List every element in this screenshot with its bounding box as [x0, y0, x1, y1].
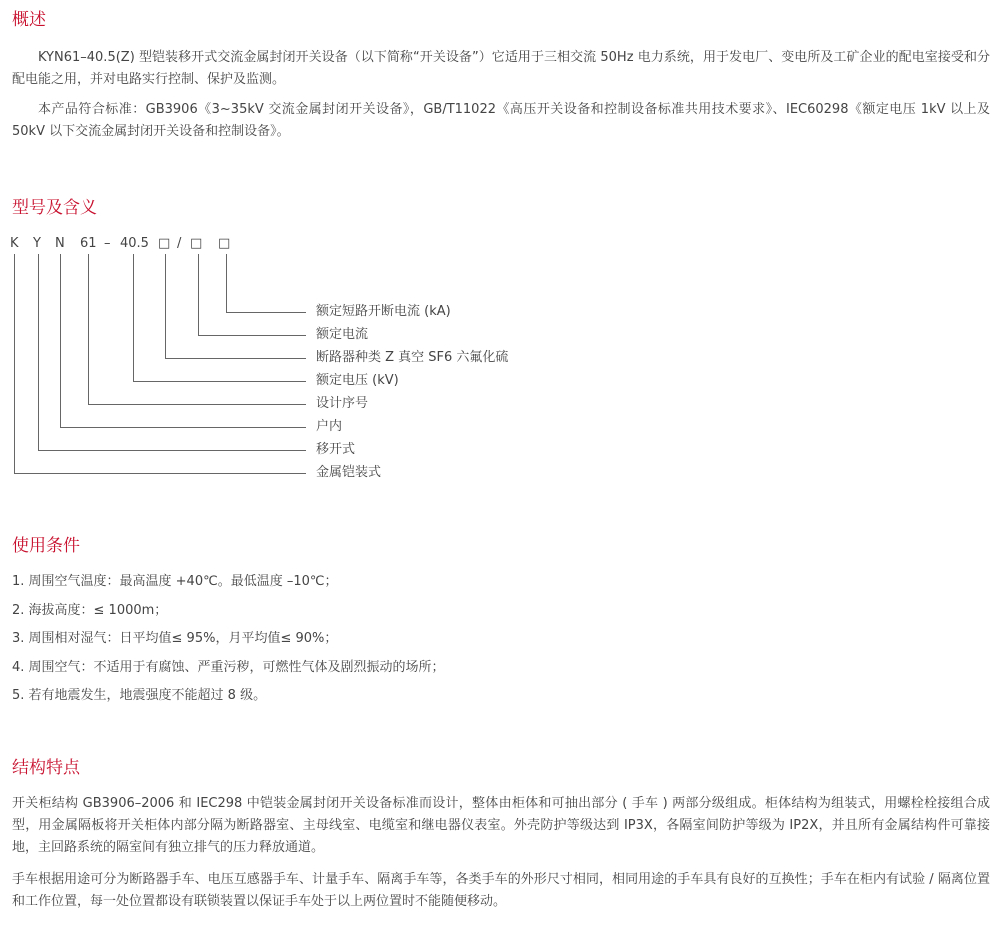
model-code-short-circuit-box: □: [218, 236, 231, 251]
connector-indoor: [61, 254, 307, 428]
connector-rated-current: [199, 254, 307, 336]
label-rated-current: 额定电流: [316, 327, 369, 342]
connector-withdrawable: [39, 254, 307, 451]
overview-paragraph-1: KYN61–40.5(Z) 型铠装移开式交流金属封闭开关设备（以下简称“开关设备”）它适用于三相交流 50Hz 电力系统，用于发电厂、变电所及工矿企业的配电室接受和分配电能之用，并对电路实行控制、保护及监测。: [12, 50, 990, 87]
structure-paragraph-2: 手车根据用途可分为断路器手车、电压互感器手车、计量手车、隔离手车等，各类手车的外形尺寸相同，相同用途的手车具有良好的互换性；手车在柜内有试验 / 隔离位置和工作位置，每一处位置都设有联锁装置以保证手车处于以上两位置时不能随便移动。: [12, 872, 990, 909]
conditions-item-earthquake: 5. 若有地震发生，地震强度不能超过 8 级。: [12, 688, 267, 703]
label-short-circuit-current: 额定短路开断电流 (kA): [316, 304, 451, 319]
connector-short-circuit-current: [227, 254, 307, 313]
model-title: 型号及含义: [12, 198, 97, 218]
model-code-slash: /: [177, 236, 182, 251]
label-metal-armored: 金属铠装式: [316, 465, 382, 480]
model-code-y: Y: [33, 236, 41, 251]
model-code-dash: –: [104, 236, 111, 251]
label-withdrawable: 移开式: [316, 442, 356, 457]
label-indoor: 户内: [316, 419, 343, 434]
conditions-item-humidity: 3. 周围相对湿气：日平均值≤ 95%，月平均值≤ 90%；: [12, 631, 338, 646]
model-code-k: K: [10, 236, 19, 251]
model-code-n: N: [55, 236, 65, 251]
model-code-voltage: 40.5: [120, 236, 149, 251]
label-rated-voltage: 额定电压 (kV): [316, 373, 399, 388]
connector-rated-voltage: [134, 254, 307, 382]
conditions-item-temperature: 1. 周围空气温度：最高温度 +40℃。最低温度 –10℃；: [12, 574, 338, 589]
structure-title: 结构特点: [12, 758, 80, 778]
label-design-number: 设计序号: [316, 396, 369, 411]
model-code-breaker-box: □: [158, 236, 171, 251]
conditions-item-altitude: 2. 海拔高度：≤ 1000m；: [12, 603, 168, 618]
overview-paragraph-2: 本产品符合标准：GB3906《3~35kV 交流金属封闭开关设备》，GB/T11022《高压开关设备和控制设备标准共用技术要求》、IEC60298《额定电压 1kV 以上及 50kV 以下交流金属封闭开关设备和控制设备》。: [12, 102, 990, 139]
connector-armored: [15, 254, 307, 474]
model-code-series: 61: [80, 236, 97, 251]
structure-paragraph-1: 开关柜结构 GB3906–2006 和 IEC298 中铠装金属封闭开关设备标准而设计，整体由柜体和可抽出部分 ( 手车 ) 两部分级组成。柜体结构为组装式，用螺栓栓接组合成型，用金属隔板将开关柜体内部分隔为断路器室、主母线室、电缆室和继电器仪表室。外壳防护等级达到 IP3X，各隔室间防护等级为 IP2X，并且所有金属结构件可靠接地，主回路系统的隔室间有独立排气的压力释放通道。: [12, 796, 990, 855]
connector-breaker-type: [166, 254, 307, 359]
overview-title: 概述: [12, 10, 46, 30]
label-breaker-type: 断路器种类 Z 真空 SF6 六氟化硫: [316, 350, 509, 365]
conditions-item-air: 4. 周围空气：不适用于有腐蚀、严重污秽，可燃性气体及剧烈振动的场所；: [12, 660, 445, 675]
conditions-title: 使用条件: [12, 536, 80, 556]
model-code-current-box: □: [190, 236, 203, 251]
